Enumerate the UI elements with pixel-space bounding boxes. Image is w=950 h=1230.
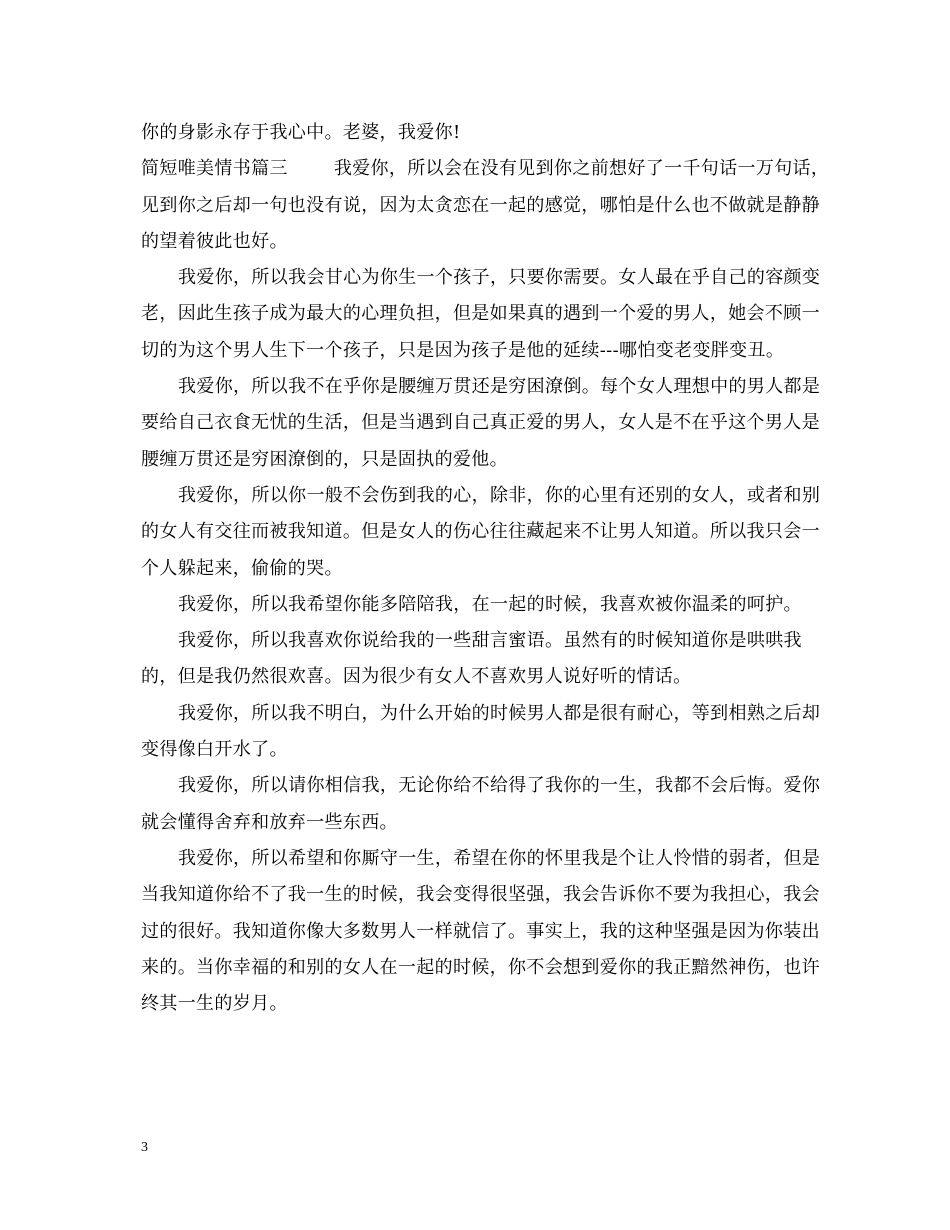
section-intro: 我爱你，所以会在没有见到你之前想好了一千句话一万句话，见到你之后却一句也没有说，因为太贪恋在一起的感觉，哪怕是什么也不做就是静静的望着彼此也好。: [141, 158, 830, 252]
section-title: 简短唯美情书篇三: [141, 158, 288, 180]
section-paragraph: [141, 151, 836, 260]
paragraph-7: 我爱你，所以请你相信我，无论你给不给得了我你的一生，我都不会后悔。爱你就会懂得舍弃和放弃一些东西。: [141, 775, 821, 833]
paragraph-2: 我爱你，所以我不在乎你是腰缠万贯还是穷困潦倒。每个女人理想中的男人都是要给自己衣食无忧的生活，但是当遇到自己真正爱的男人，女人是不在乎这个男人是腰缠万贯还是穷困潦倒的，只是固执的爱他。: [141, 376, 821, 470]
page-number: 3: [141, 1140, 148, 1155]
paragraph-6: 我爱你，所以我不明白，为什么开始的时候男人都是很有耐心，等到相熟之后却变得像白开水了。: [141, 702, 821, 761]
paragraph-8: 我爱你，所以希望和你厮守一生，希望在你的怀里我是个让人怜惜的弱者，但是当我知道你给不了我一生的时候，我会变得很坚强，我会告诉你不要为我担心，我会过的很好。我知道你像大多数男人一样就信了。事实上，我的这种坚强是因为你装出来的。当你幸福的和别的女人在一起的时候，你不会想到爱你的我正黯然神伤，也许终其一生的岁月。: [141, 847, 821, 1015]
paragraph-4: 我爱你，所以我希望你能多陪陪我，在一起的时候，我喜欢被你温柔的呵护。: [178, 593, 802, 615]
paragraph-closing-line: 你的身影永存于我心中。老婆，我爱你!: [141, 122, 461, 143]
paragraph-1: 我爱你，所以我会甘心为你生一个孩子，只要你需要。女人最在乎自己的容颜变老，因此生孩子成为最大的心理负担，但是如果真的遇到一个爱的男人，她会不顾一切的为这个男人生下一个孩子，只是因为孩子是他的延续---哪怕变老变胖变丑。: [141, 267, 821, 361]
paragraph-3: 我爱你，所以你一般不会伤到我的心，除非，你的心里有还别的女人，或者和别的女人有交往而被我知道。但是女人的伤心往往藏起来不让男人知道。所以我只会一个人躲起来，偷偷的哭。: [141, 484, 821, 579]
document-body: [141, 115, 836, 1022]
paragraph-5: 我爱你，所以我喜欢你说给我的一些甜言蜜语。虽然有的时候知道你是哄哄我的，但是我仍然很欢喜。因为很少有女人不喜欢男人说好听的情话。: [141, 630, 802, 688]
